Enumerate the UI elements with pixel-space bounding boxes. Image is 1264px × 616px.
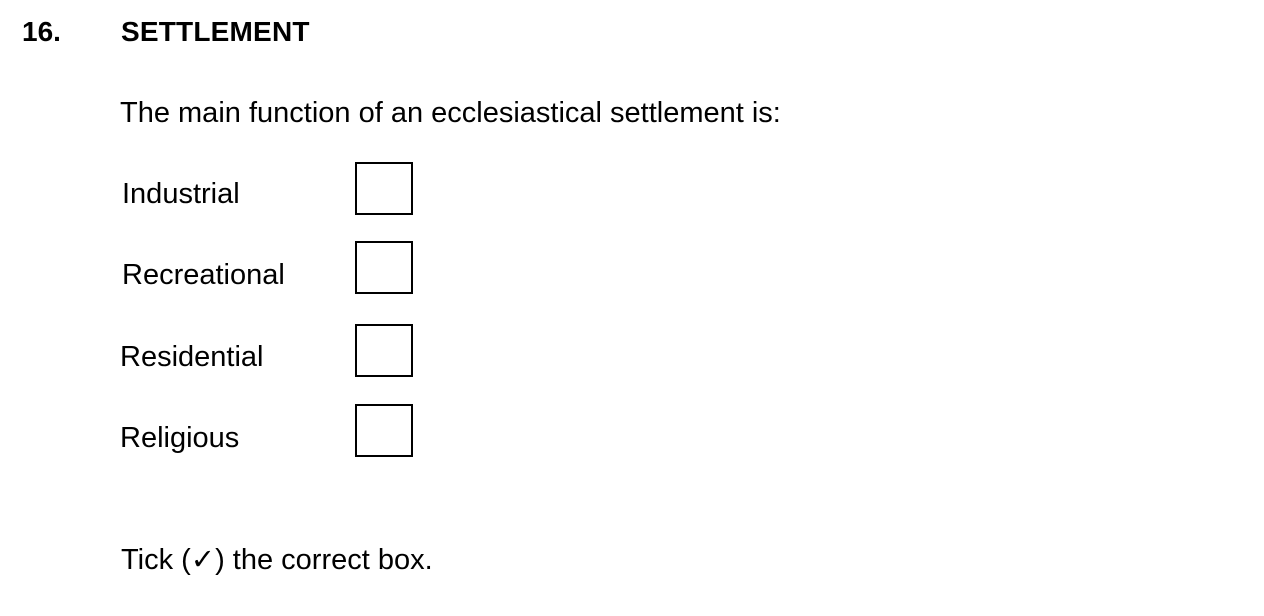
option-label-recreational: Recreational xyxy=(122,259,285,291)
question-title: SETTLEMENT xyxy=(121,16,310,47)
checkbox-industrial[interactable] xyxy=(355,162,413,215)
option-label-industrial: Industrial xyxy=(122,178,240,210)
option-label-residential: Residential xyxy=(120,341,264,373)
question-number: 16. xyxy=(22,16,61,47)
checkbox-residential[interactable] xyxy=(355,324,413,377)
question-prompt: The main function of an ecclesiastical settlement is: xyxy=(120,97,781,129)
option-label-religious: Religious xyxy=(120,422,240,454)
checkbox-recreational[interactable] xyxy=(355,241,413,294)
instruction-text: Tick (✓) the correct box. xyxy=(121,544,433,576)
checkbox-religious[interactable] xyxy=(355,404,413,457)
